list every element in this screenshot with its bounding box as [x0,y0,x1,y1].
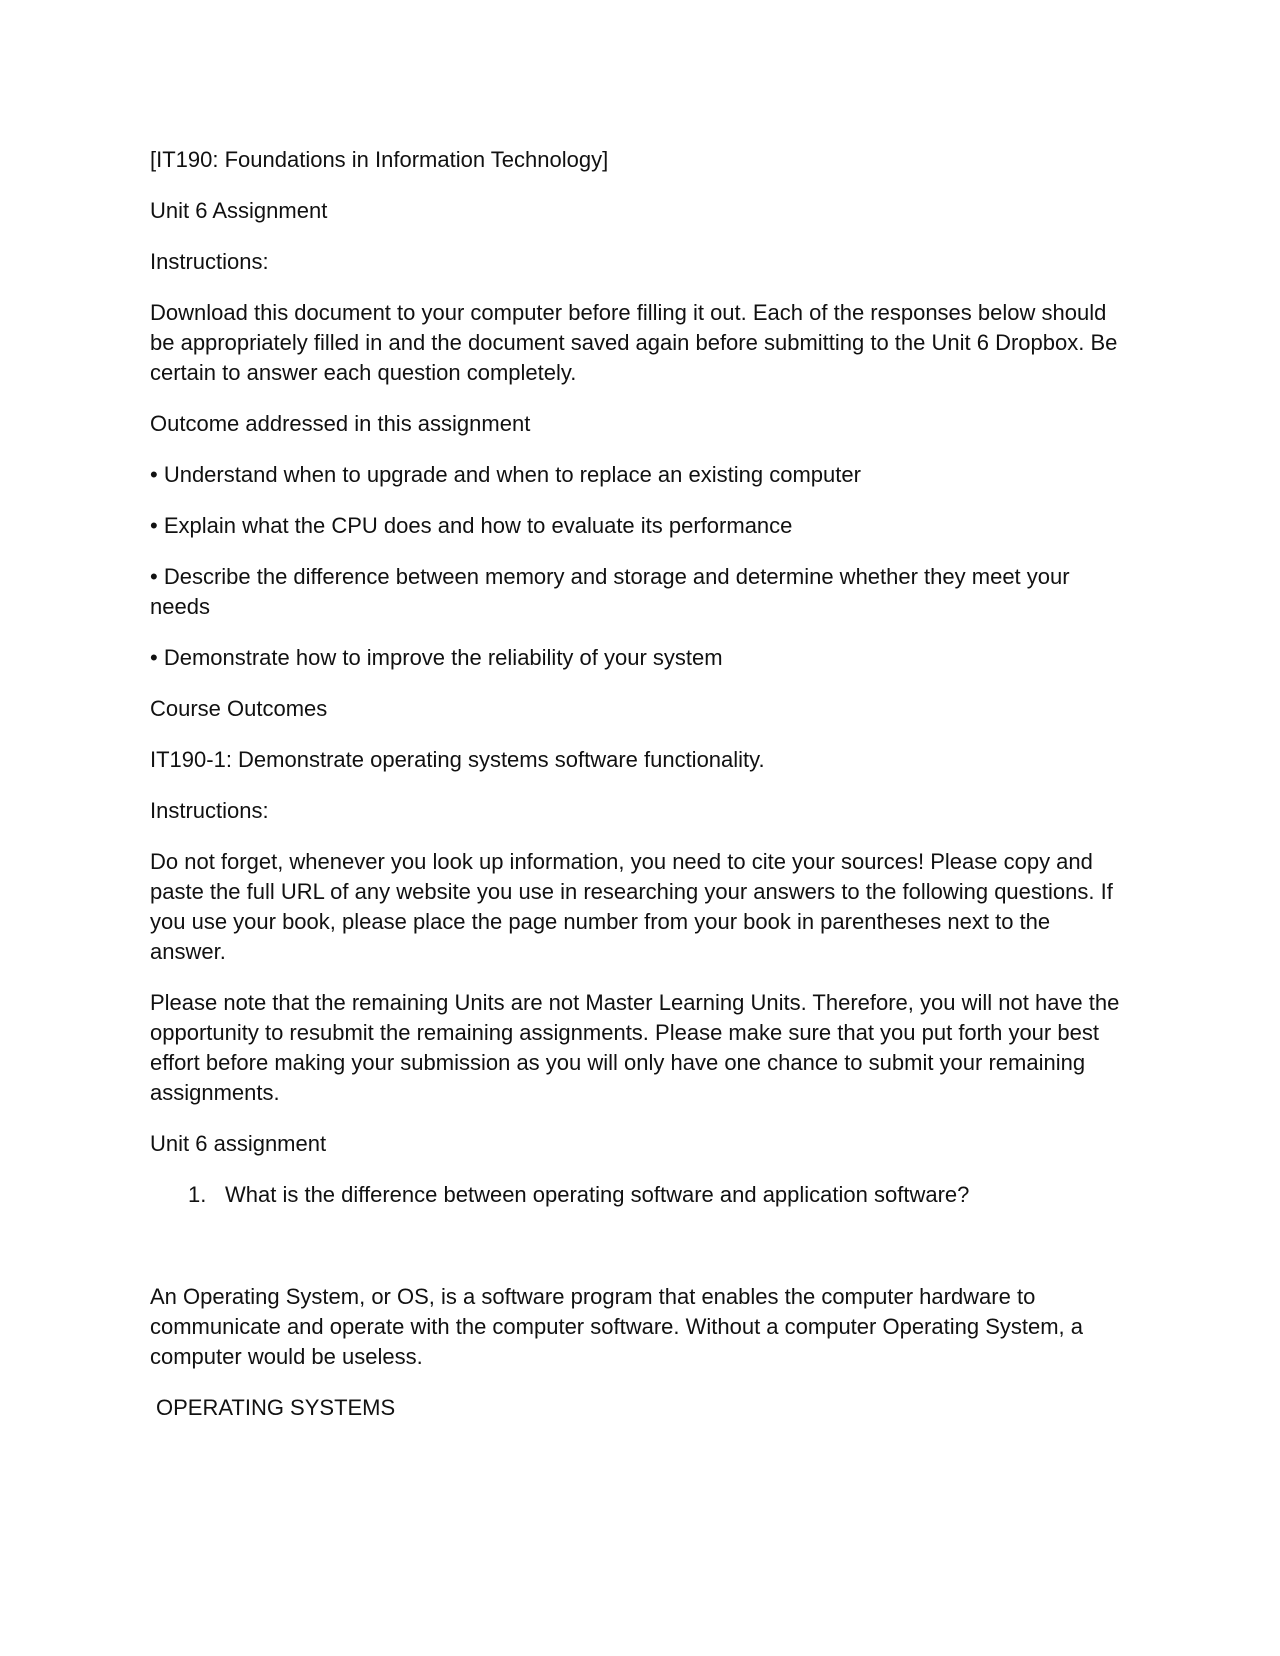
outcome-item: • Explain what the CPU does and how to evaluate its performance [150,513,793,538]
question-text: What is the difference between operating software and application software? [225,1182,970,1207]
instructions-paragraph: Please note that the remaining Units are not Master Learning Units. Therefore, you will not have the opportunity to resubmit the remaining assignments. Please make sure that you put forth your best effort before making your submission as you will only have one chance to submit your remaining assignments. [150,990,1120,1105]
answer-heading: OPERATING SYSTEMS [156,1395,396,1420]
outcomes-label: Outcome addressed in this assignment [150,411,531,436]
question-number-wrap [150,1180,225,1210]
outcome-item: • Demonstrate how to improve the reliability of your system [150,645,723,670]
document-body [150,145,1130,1444]
assignment-title: Unit 6 Assignment [150,198,328,223]
course-title: [IT190: Foundations in Information Technology] [150,147,609,172]
course-outcomes-label: Course Outcomes [150,696,328,721]
outcome-item: • Describe the difference between memory and storage and determine whether they meet your needs [150,564,1070,619]
question-number: 1. [188,1182,207,1207]
course-outcome-item: IT190-1: Demonstrate operating systems software functionality. [150,747,765,772]
question-item [150,1180,1130,1210]
instructions-label: Instructions: [150,249,269,274]
intro-paragraph: Download this document to your computer before filling it out. Each of the responses below should be appropriately filled in and the document saved again before submitting to the Unit 6 Dropbox. Be certain to answer each question completely. [150,300,1118,385]
instructions-paragraph: Do not forget, whenever you look up information, you need to cite your sources! Please copy and paste the full URL of any website you use in researching your answers to the following questions. If you use your book, please place the page number from your book in parentheses next to the answer. [150,849,1113,964]
outcome-item: • Understand when to upgrade and when to replace an existing computer [150,462,861,487]
answer-paragraph: An Operating System, or OS, is a software program that enables the computer hardware to communicate and operate with the computer software. Without a computer Operating System, a computer would be useless. [150,1284,1084,1369]
instructions-label: Instructions: [150,798,269,823]
unit-assignment-label: Unit 6 assignment [150,1131,327,1156]
